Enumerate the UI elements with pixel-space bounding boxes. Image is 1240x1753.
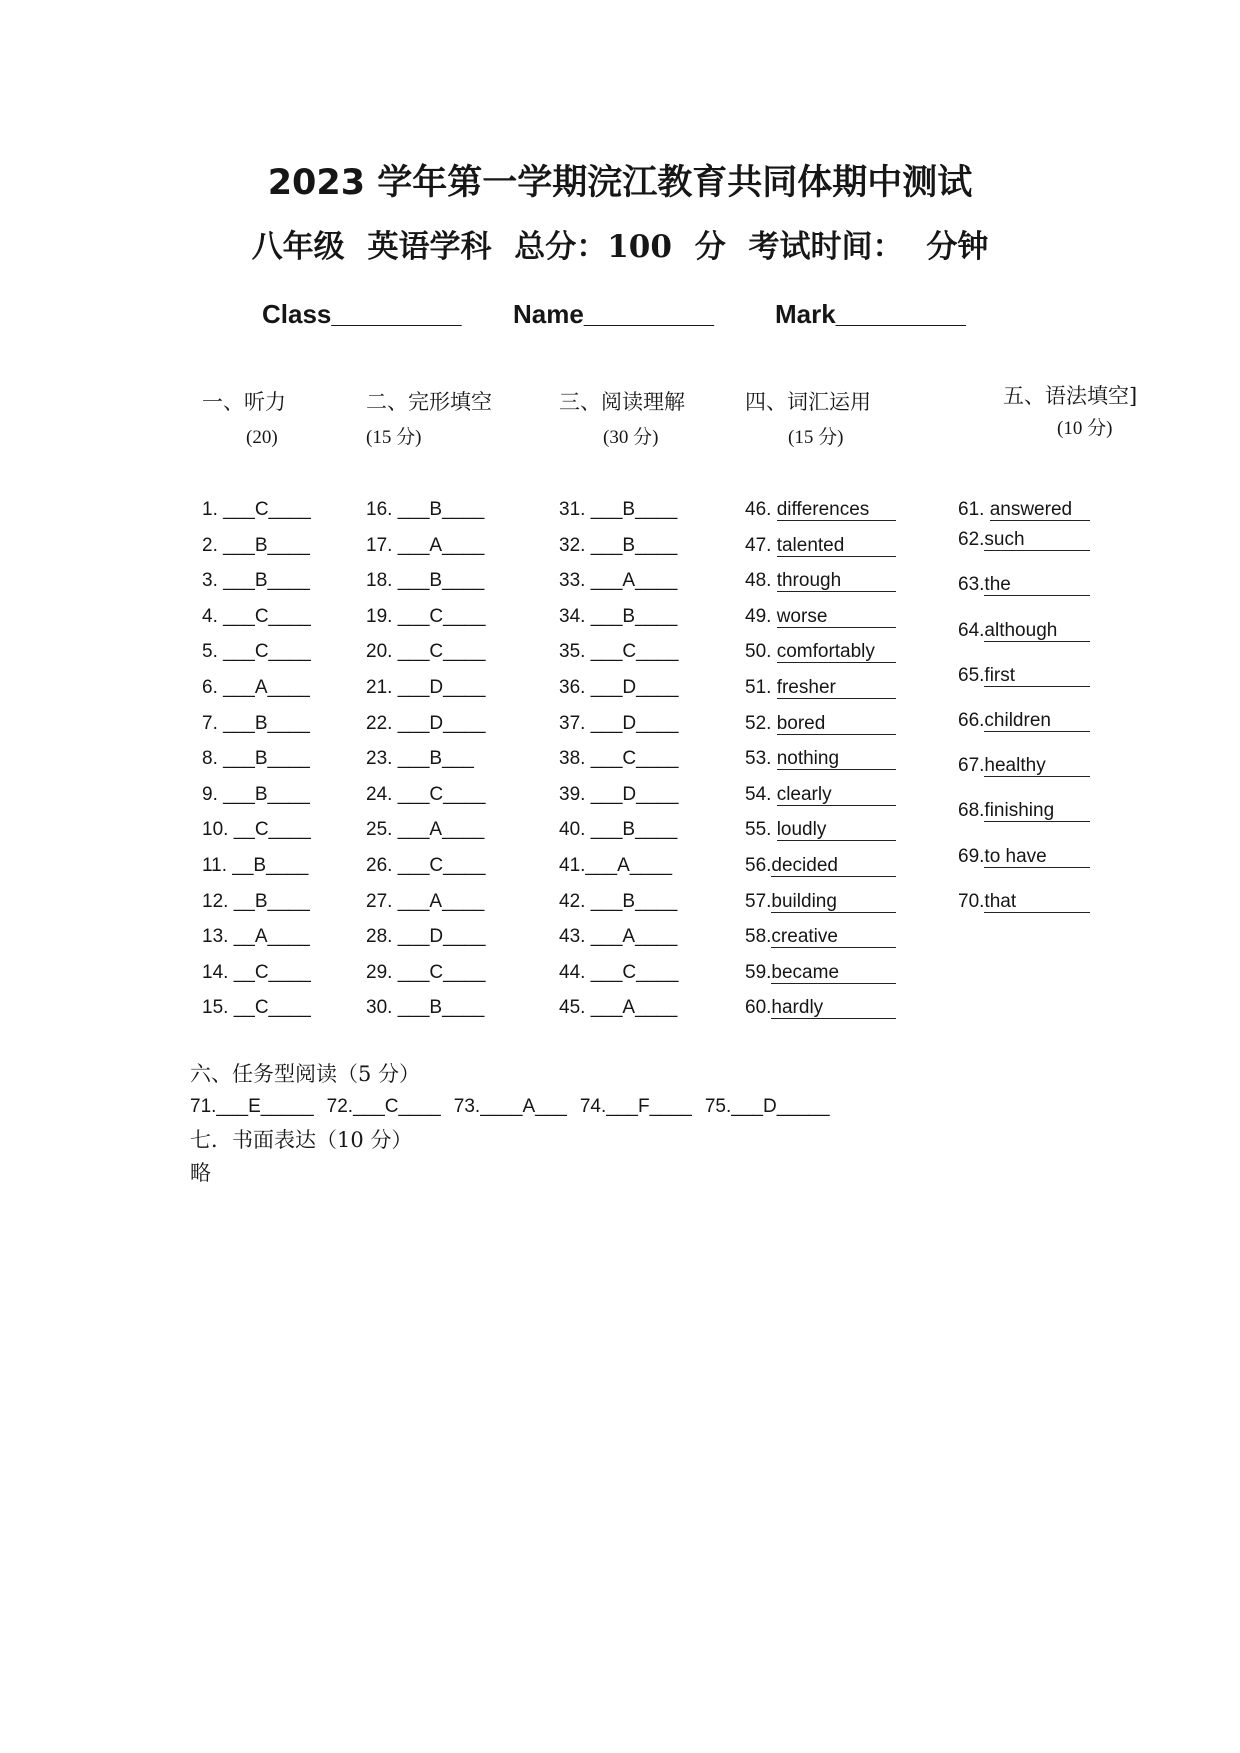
- answer-item: [559, 492, 678, 528]
- answer-item: [958, 748, 1090, 784]
- question-number: 12.: [202, 890, 234, 912]
- question-number: 21.: [366, 676, 398, 698]
- answer-blank: ___E_____: [216, 1096, 314, 1117]
- question-number: 72.: [326, 1096, 354, 1117]
- answer-blank: ___B____: [397, 499, 485, 520]
- answer-item: [202, 599, 311, 635]
- answer-item: [559, 955, 678, 991]
- question-number: 29.: [366, 961, 398, 983]
- answer-blank: ___C____: [397, 854, 486, 876]
- answer-item: [202, 848, 311, 884]
- answer-word: worse: [777, 607, 896, 628]
- question-number: 10.: [202, 819, 234, 841]
- answer-blank: __C____: [233, 961, 311, 983]
- answer-word: talented: [777, 536, 896, 557]
- question-number: 30.: [366, 997, 398, 1019]
- answer-item: [745, 706, 896, 742]
- question-number: 55.: [745, 819, 777, 841]
- question-number: 68.: [958, 800, 985, 822]
- question-number: 26.: [366, 854, 398, 876]
- answer-item: [745, 670, 896, 706]
- cloze-heading: 二、完形填空: [366, 390, 492, 414]
- question-number: 9.: [202, 783, 224, 805]
- exam-title: 2023 学年第一学期浣江教育共同体期中测试: [267, 163, 973, 203]
- answer-blank: __B____: [232, 854, 309, 876]
- answer-item: [745, 777, 896, 813]
- question-number: 34.: [559, 605, 591, 627]
- answer-blank: ___D____: [590, 712, 679, 734]
- answer-item: [559, 528, 678, 564]
- answer-item: [745, 599, 896, 635]
- answer-blank: __B____: [233, 890, 310, 912]
- answer-item: [366, 884, 485, 920]
- question-number: 18.: [366, 570, 398, 592]
- answer-blank: ___C____: [397, 783, 486, 805]
- answer-word: fresher: [777, 678, 896, 699]
- question-number: 43.: [559, 926, 591, 948]
- answer-word: answered: [990, 500, 1090, 521]
- answer-blank: ___B____: [590, 890, 678, 912]
- answer-blank: ___F____: [606, 1096, 692, 1117]
- question-number: 32.: [559, 534, 591, 556]
- answer-item: [559, 812, 678, 848]
- writing-answer: 略: [190, 1161, 211, 1185]
- answer-item: [958, 793, 1090, 829]
- answer-item: [958, 522, 1090, 558]
- answer-blank: ___A____: [223, 676, 310, 698]
- question-number: 63.: [958, 574, 985, 596]
- question-number: 3.: [202, 570, 224, 592]
- answer-item: [559, 741, 678, 777]
- question-number: 70.: [958, 890, 985, 912]
- answer-item: [745, 884, 896, 920]
- answer-item: [958, 703, 1090, 739]
- grammar-heading: 五、语法填空]: [1003, 384, 1138, 408]
- task-reading-heading: 六、任务型阅读（5 分）: [190, 1062, 421, 1086]
- answer-item: [958, 658, 1090, 694]
- answer-blank: ___B___: [397, 748, 474, 770]
- answer-item: [366, 492, 485, 528]
- answer-blank: ___C____: [397, 605, 486, 627]
- question-number: 24.: [366, 783, 398, 805]
- answer-blank: ___B____: [397, 997, 485, 1019]
- listening-answers: [202, 492, 311, 1026]
- class-field: Class_________: [262, 299, 462, 329]
- answer-blank: ___B____: [223, 783, 310, 805]
- answer-item: [745, 848, 896, 884]
- answer-word: although: [984, 621, 1090, 642]
- answer-item: [202, 492, 311, 528]
- question-number: 56.: [745, 854, 772, 876]
- answer-item: [366, 634, 485, 670]
- question-number: 28.: [366, 926, 398, 948]
- answer-item: [366, 741, 485, 777]
- answer-blank: ___A____: [590, 997, 678, 1019]
- answer-blank: ___A____: [590, 926, 678, 948]
- question-number: 33.: [559, 570, 591, 592]
- question-number: 15.: [202, 997, 234, 1019]
- answer-blank: ___B____: [590, 499, 678, 520]
- answer-item: [745, 634, 896, 670]
- answer-item: [745, 741, 896, 777]
- answer-blank: ___D____: [397, 926, 486, 948]
- answer-item: [745, 563, 896, 599]
- question-number: 51.: [745, 676, 777, 698]
- question-number: 37.: [559, 712, 591, 734]
- exam-subtitle: 八年级 英语学科 总分：100 分 考试时间： 分钟: [251, 229, 989, 265]
- answer-blank: ___B____: [590, 819, 678, 841]
- answer-item: [202, 528, 311, 564]
- answer-word: hardly: [771, 998, 896, 1019]
- answer-word: nothing: [777, 749, 896, 770]
- answer-word: clearly: [777, 785, 896, 806]
- question-number: 62.: [958, 529, 985, 551]
- answer-item: [454, 1092, 567, 1122]
- reading-score: (30 分): [603, 427, 659, 448]
- answer-blank: ___D____: [397, 712, 486, 734]
- answer-blank: __C____: [233, 997, 311, 1019]
- answer-item: [202, 990, 311, 1026]
- answer-word: through: [777, 571, 896, 592]
- answer-item: [366, 812, 485, 848]
- answer-blank: ___D____: [397, 676, 486, 698]
- question-number: 61.: [958, 499, 990, 520]
- question-number: 74.: [579, 1096, 607, 1117]
- question-number: 47.: [745, 534, 777, 556]
- question-number: 73.: [453, 1096, 481, 1117]
- answer-item: [559, 990, 678, 1026]
- answer-blank: ___B____: [223, 570, 310, 592]
- answer-item: [366, 919, 485, 955]
- answer-item: [327, 1092, 441, 1122]
- answer-blank: ___C____: [590, 641, 679, 663]
- answer-word: loudly: [777, 820, 896, 841]
- answer-word: finishing: [984, 801, 1090, 822]
- answer-item: [202, 955, 311, 991]
- answer-word: building: [771, 892, 896, 913]
- answer-item: [745, 990, 896, 1026]
- question-number: 23.: [366, 748, 398, 770]
- question-number: 53.: [745, 748, 777, 770]
- answer-item: [745, 919, 896, 955]
- question-number: 8.: [202, 748, 224, 770]
- question-number: 11.: [202, 854, 233, 876]
- reading-heading: 三、阅读理解: [559, 390, 685, 414]
- question-number: 22.: [366, 712, 398, 734]
- answer-word: such: [984, 530, 1090, 551]
- question-number: 49.: [745, 605, 777, 627]
- question-number: 57.: [745, 890, 772, 912]
- vocabulary-score: (15 分): [788, 427, 844, 448]
- question-number: 59.: [745, 961, 772, 983]
- answer-item: [958, 839, 1090, 875]
- answer-item: [202, 741, 311, 777]
- question-number: 75.: [704, 1096, 732, 1117]
- answer-item: [958, 567, 1090, 603]
- answer-item: [202, 884, 311, 920]
- answer-item: [745, 812, 896, 848]
- answer-item: [366, 528, 485, 564]
- question-number: 38.: [559, 748, 591, 770]
- answer-blank: ___D_____: [731, 1096, 830, 1117]
- question-number: 16.: [366, 499, 398, 520]
- answer-blank: ___C____: [397, 641, 486, 663]
- answer-blank: ___C____: [590, 748, 679, 770]
- question-number: 14.: [202, 961, 234, 983]
- question-number: 60.: [745, 997, 772, 1019]
- question-number: 45.: [559, 997, 591, 1019]
- answer-item: [202, 634, 311, 670]
- question-number: 1.: [202, 499, 224, 520]
- answer-blank: ___B____: [223, 534, 310, 556]
- answer-word: differences: [777, 500, 896, 521]
- answer-item: [202, 670, 311, 706]
- answer-item: [366, 990, 485, 1026]
- answer-blank: ___A____: [397, 534, 485, 556]
- answer-blank: ___C____: [397, 961, 486, 983]
- answer-item: [559, 777, 678, 813]
- answer-item: [559, 706, 678, 742]
- answer-item: [202, 777, 311, 813]
- question-number: 35.: [559, 641, 591, 663]
- answer-blank: ___A____: [397, 890, 485, 912]
- answer-blank: ___B____: [397, 570, 485, 592]
- answer-item: [366, 848, 485, 884]
- question-number: 42.: [559, 890, 591, 912]
- answer-item: [559, 634, 678, 670]
- answer-blank: ___C____: [353, 1096, 441, 1117]
- question-number: 40.: [559, 819, 591, 841]
- answer-item: [559, 599, 678, 635]
- mark-field: Mark_________: [775, 299, 966, 329]
- question-number: 17.: [366, 534, 398, 556]
- question-number: 13.: [202, 926, 234, 948]
- answer-word: the: [984, 575, 1090, 596]
- answer-blank: __A____: [233, 926, 310, 948]
- vocabulary-heading: 四、词汇运用: [745, 390, 871, 414]
- answer-item: [559, 919, 678, 955]
- answer-word: comfortably: [777, 642, 896, 663]
- writing-heading: 七．书面表达（10 分）: [190, 1128, 413, 1152]
- name-field: Name_________: [513, 299, 714, 329]
- answer-blank: ___C____: [223, 499, 311, 520]
- question-number: 67.: [958, 755, 985, 777]
- answer-item: [559, 884, 678, 920]
- answer-blank: ___B____: [223, 748, 310, 770]
- answer-item: [559, 563, 678, 599]
- answer-item: [366, 670, 485, 706]
- answer-blank: ___A____: [590, 570, 678, 592]
- answer-item: [366, 563, 485, 599]
- question-number: 58.: [745, 926, 772, 948]
- question-number: 6.: [202, 676, 224, 698]
- question-number: 65.: [958, 664, 985, 686]
- task-reading-answers: [190, 1092, 830, 1122]
- answer-item: [202, 812, 311, 848]
- answer-blank: ___C____: [223, 605, 311, 627]
- cloze-answers: [366, 492, 485, 1026]
- answer-item: [366, 599, 485, 635]
- answer-item: [559, 848, 678, 884]
- answer-blank: ___C____: [590, 961, 679, 983]
- answer-item: [366, 955, 485, 991]
- question-number: 69.: [958, 845, 985, 867]
- question-number: 41.: [559, 854, 586, 876]
- answer-item: [202, 706, 311, 742]
- answer-item: [745, 492, 896, 528]
- question-number: 50.: [745, 641, 777, 663]
- answer-item: [958, 884, 1090, 920]
- answer-blank: ____A___: [480, 1096, 567, 1117]
- answer-word: healthy: [984, 756, 1090, 777]
- answer-word: decided: [771, 856, 896, 877]
- answer-blank: ___D____: [590, 676, 679, 698]
- question-number: 39.: [559, 783, 591, 805]
- reading-answers: [559, 492, 678, 1026]
- answer-item: [580, 1092, 692, 1122]
- question-number: 48.: [745, 570, 777, 592]
- answer-word: bored: [777, 714, 896, 735]
- question-number: 46.: [745, 499, 777, 520]
- answer-blank: ___C____: [223, 641, 311, 663]
- listening-heading: 一、听力: [202, 390, 286, 414]
- question-number: 44.: [559, 961, 591, 983]
- question-number: 19.: [366, 605, 398, 627]
- answer-blank: ___A____: [585, 854, 673, 876]
- question-number: 66.: [958, 709, 985, 731]
- answer-word: to have: [984, 847, 1090, 868]
- answer-word: that: [984, 892, 1090, 913]
- question-number: 4.: [202, 605, 224, 627]
- question-number: 7.: [202, 712, 224, 734]
- listening-score: (20): [246, 427, 278, 448]
- answer-item: [202, 563, 311, 599]
- answer-item: [958, 613, 1090, 649]
- answer-blank: __C____: [233, 819, 311, 841]
- answer-word: children: [984, 711, 1090, 732]
- answer-blank: ___A____: [397, 819, 485, 841]
- grammar-answers: [958, 492, 1090, 919]
- answer-word: became: [771, 963, 896, 984]
- answer-item: [190, 1092, 314, 1122]
- answer-item: [202, 919, 311, 955]
- question-number: 27.: [366, 890, 398, 912]
- answer-item: [366, 777, 485, 813]
- answer-word: first: [984, 666, 1090, 687]
- question-number: 20.: [366, 641, 398, 663]
- answer-blank: ___D____: [590, 783, 679, 805]
- question-number: 5.: [202, 641, 224, 663]
- question-number: 52.: [745, 712, 777, 734]
- question-number: 31.: [559, 499, 591, 520]
- question-number: 2.: [202, 534, 224, 556]
- question-number: 64.: [958, 619, 985, 641]
- question-number: 25.: [366, 819, 398, 841]
- grammar-score: (10 分): [1057, 418, 1113, 439]
- answer-item: [366, 706, 485, 742]
- answer-item: [745, 955, 896, 991]
- cloze-score: (15 分): [366, 427, 422, 448]
- question-number: 54.: [745, 783, 777, 805]
- answer-item: [705, 1092, 830, 1122]
- answer-blank: ___B____: [223, 712, 310, 734]
- answer-blank: ___B____: [590, 534, 678, 556]
- answer-word: creative: [771, 927, 896, 948]
- question-number: 71.: [190, 1096, 217, 1117]
- answer-blank: ___B____: [590, 605, 678, 627]
- question-number: 36.: [559, 676, 591, 698]
- answer-item: [559, 670, 678, 706]
- vocabulary-answers: [745, 492, 896, 1026]
- answer-item: [745, 528, 896, 564]
